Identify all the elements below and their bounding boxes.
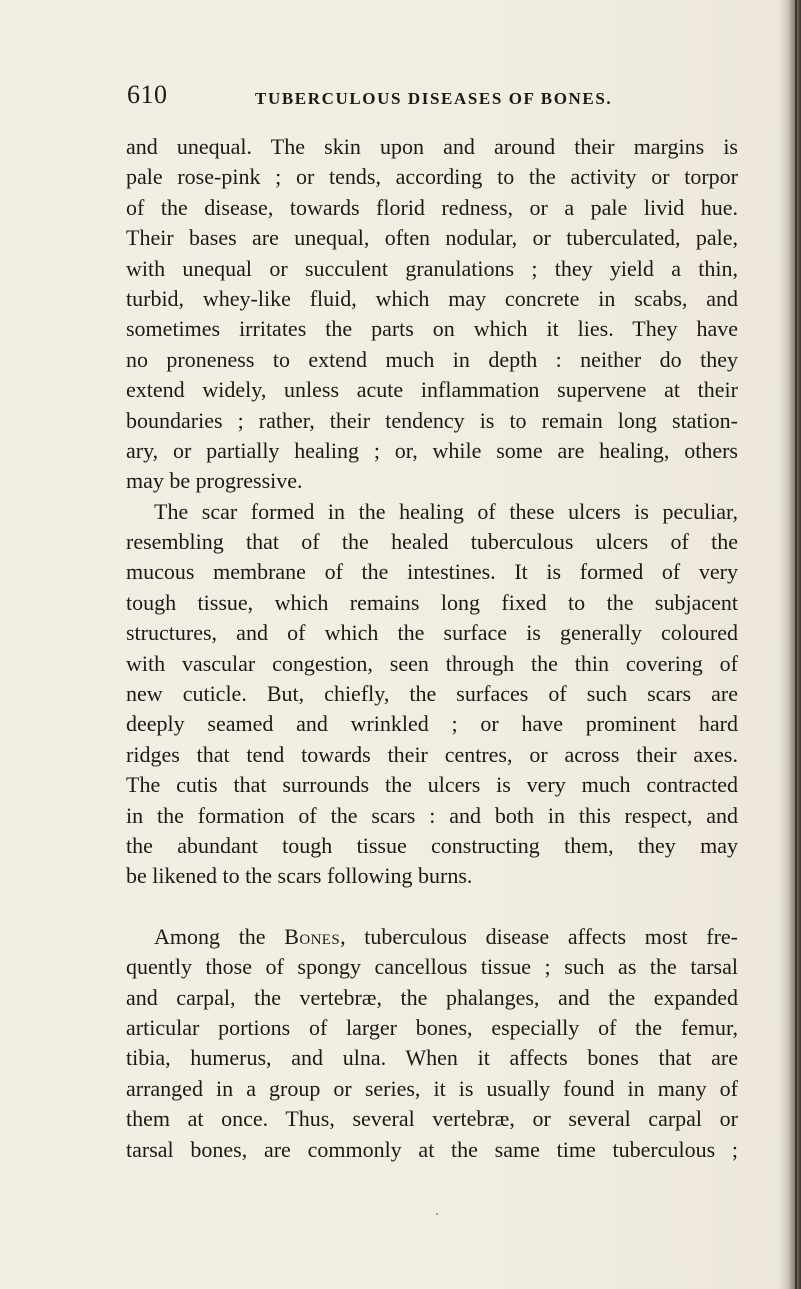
paragraph-bones bbox=[126, 922, 738, 1165]
small-caps-term: Bones bbox=[284, 923, 341, 949]
text-line: may be progressive. bbox=[126, 468, 303, 494]
text-line: The cutis that surrounds the ulcers is very much contracted bbox=[126, 772, 738, 798]
text-line: quently those of spongy cancellous tissue ; such as the tarsal bbox=[126, 954, 738, 980]
text-line: with vascular congestion, seen through the thin covering of bbox=[126, 650, 738, 676]
text-line: sometimes irritates the parts on which it lies. They have bbox=[126, 316, 738, 342]
text-run: Among the bbox=[154, 923, 285, 949]
paragraph-gap bbox=[126, 892, 738, 922]
text-line: and unequal. The skin upon and around their margins is bbox=[126, 134, 738, 159]
text-line: new cuticle. But, chiefly, the surfaces of such scars are bbox=[126, 681, 738, 707]
paper-speck bbox=[436, 1213, 438, 1215]
text-line: tibia, humerus, and ulna. When it affects bones that are bbox=[126, 1045, 738, 1071]
page-edge-line bbox=[795, 0, 797, 1289]
text-line: them at once. Thus, several vertebræ, or several carpal or bbox=[126, 1106, 738, 1132]
text-line: resembling that of the healed tuberculous ulcers of the bbox=[126, 529, 738, 555]
text-line: in the formation of the scars : and both in this respect, and bbox=[126, 802, 738, 828]
paragraph-scar bbox=[126, 497, 738, 892]
text-line: The scar formed in the healing of these ulcers is peculiar, bbox=[154, 498, 738, 524]
paragraph-ulcer-description bbox=[126, 132, 738, 497]
text-line: extend widely, unless acute inflammation supervene at their bbox=[126, 377, 738, 403]
text-line: pale rose-pink ; or tends, according to the activity or torpor bbox=[126, 164, 738, 190]
text-run: , tuberculous disease affects most fre- bbox=[340, 923, 738, 949]
text-line bbox=[126, 922, 738, 952]
text-line: no proneness to extend much in depth : neither do they bbox=[126, 346, 738, 372]
text-line: ary, or partially healing ; or, while some are healing, others bbox=[126, 437, 738, 463]
text-line: turbid, whey-like fluid, which may concrete in scabs, and bbox=[126, 285, 738, 311]
page-number: 610 bbox=[127, 80, 168, 109]
text-line: boundaries ; rather, their tendency is to remain long station- bbox=[126, 407, 738, 433]
text-line: Their bases are unequal, often nodular, or tuberculated, pale, bbox=[126, 225, 738, 251]
page-edge-shadow bbox=[779, 0, 801, 1289]
running-head: TUBERCULOUS DISEASES OF BONES. bbox=[255, 89, 613, 108]
text-line: deeply seamed and wrinkled ; or have prominent hard bbox=[126, 711, 738, 737]
text-line: articular portions of larger bones, especially of the femur, bbox=[126, 1014, 738, 1040]
text-line: the abundant tough tissue constructing them, they may bbox=[126, 832, 738, 858]
text-line: be likened to the scars following burns. bbox=[126, 863, 473, 889]
text-line: of the disease, towards florid redness, or a pale livid hue. bbox=[126, 194, 738, 220]
text-line: and carpal, the vertebræ, the phalanges, and the expanded bbox=[126, 984, 738, 1010]
text-line: arranged in a group or series, it is usually found in many of bbox=[126, 1075, 738, 1101]
text-line: tough tissue, which remains long fixed to the subjacent bbox=[126, 589, 738, 615]
text-line: tarsal bones, are commonly at the same time tuberculous ; bbox=[126, 1136, 738, 1162]
text-line: structures, and of which the surface is generally coloured bbox=[126, 620, 738, 646]
body-text bbox=[126, 132, 738, 1165]
text-line: ridges that tend towards their centres, or across their axes. bbox=[126, 741, 738, 767]
text-line: with unequal or succulent granulations ; they yield a thin, bbox=[126, 255, 738, 281]
text-line: mucous membrane of the intestines. It is formed of very bbox=[126, 559, 738, 585]
